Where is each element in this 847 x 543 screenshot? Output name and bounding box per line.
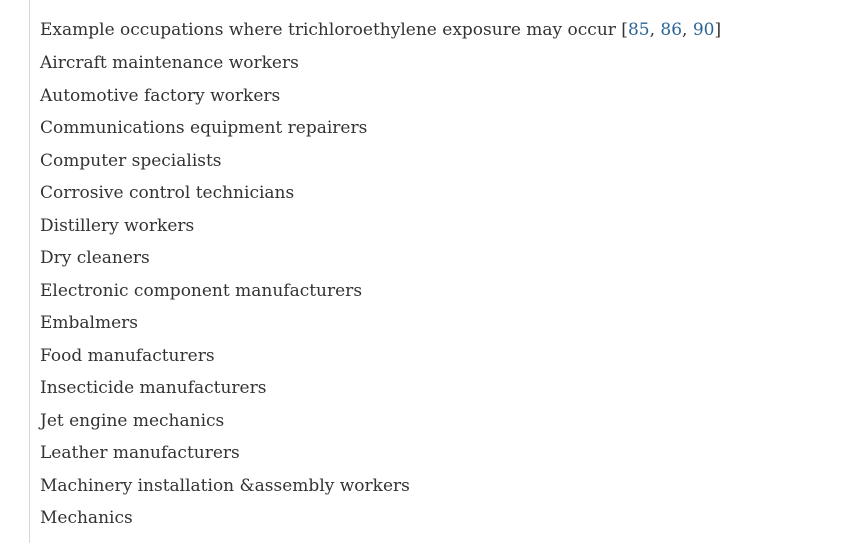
occupations-table — [40, 18, 847, 536]
table-row: Communications equipment repairers — [40, 118, 368, 138]
table-row: Machinery installation &assembly workers — [40, 475, 410, 496]
citation-link-86[interactable]: 86 — [660, 20, 683, 40]
occupation-list — [40, 48, 847, 536]
citation-separator: , — [682, 20, 693, 40]
table-row: Food manufacturers — [40, 345, 215, 366]
table-row: Jet engine mechanics — [40, 410, 225, 431]
table-row: Mechanics — [40, 508, 133, 528]
table-row: Electronic component manufacturers — [40, 280, 363, 301]
citation-link-90[interactable]: 90 — [692, 20, 715, 40]
table-row: Automotive factory workers — [40, 85, 281, 106]
table-row: Embalmers — [40, 313, 139, 333]
table-row: Insecticide manufacturers — [40, 378, 267, 398]
citation-link-85[interactable]: 85 — [627, 20, 650, 40]
table-row: Computer specialists — [40, 150, 222, 171]
table-row: Aircraft maintenance workers — [40, 53, 299, 73]
caption-text: Example occupations where trichloroethylene exposure may occur [ — [40, 20, 628, 40]
table-row: Dry cleaners — [40, 248, 150, 268]
table-row: Corrosive control technicians — [40, 183, 295, 203]
table-caption — [40, 18, 847, 42]
table-row: Distillery workers — [40, 215, 195, 236]
table-row: Leather manufacturers — [40, 443, 240, 463]
table-left-border — [29, 0, 30, 543]
caption-close-bracket: ] — [714, 20, 722, 40]
citation-separator: , — [649, 20, 661, 40]
